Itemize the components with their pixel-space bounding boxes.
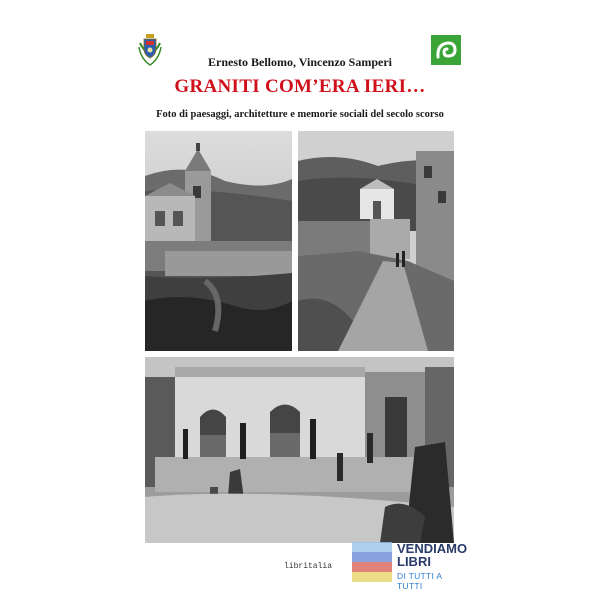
publisher-imprint: libritalia (284, 562, 333, 571)
photo-village-street (298, 131, 454, 351)
watermark-line-2: LIBRI (397, 554, 431, 569)
authors: Ernesto Bellomo, Vincenzo Samperi (208, 55, 392, 69)
seller-watermark (352, 540, 468, 591)
book-title: GRANITI COM’ERA IERI… (174, 76, 426, 97)
photo-church-bell-tower (145, 131, 292, 351)
watermark-line-3: DI TUTTI A TUTTI (397, 571, 442, 591)
watermark-line-1: VENDIAMO (397, 541, 468, 556)
watermark-stripes-icon (352, 542, 392, 582)
book-subtitle: Foto di paesaggi, architetture e memorie sociali del secolo scorso (156, 109, 444, 120)
photo-town-square (145, 357, 454, 543)
